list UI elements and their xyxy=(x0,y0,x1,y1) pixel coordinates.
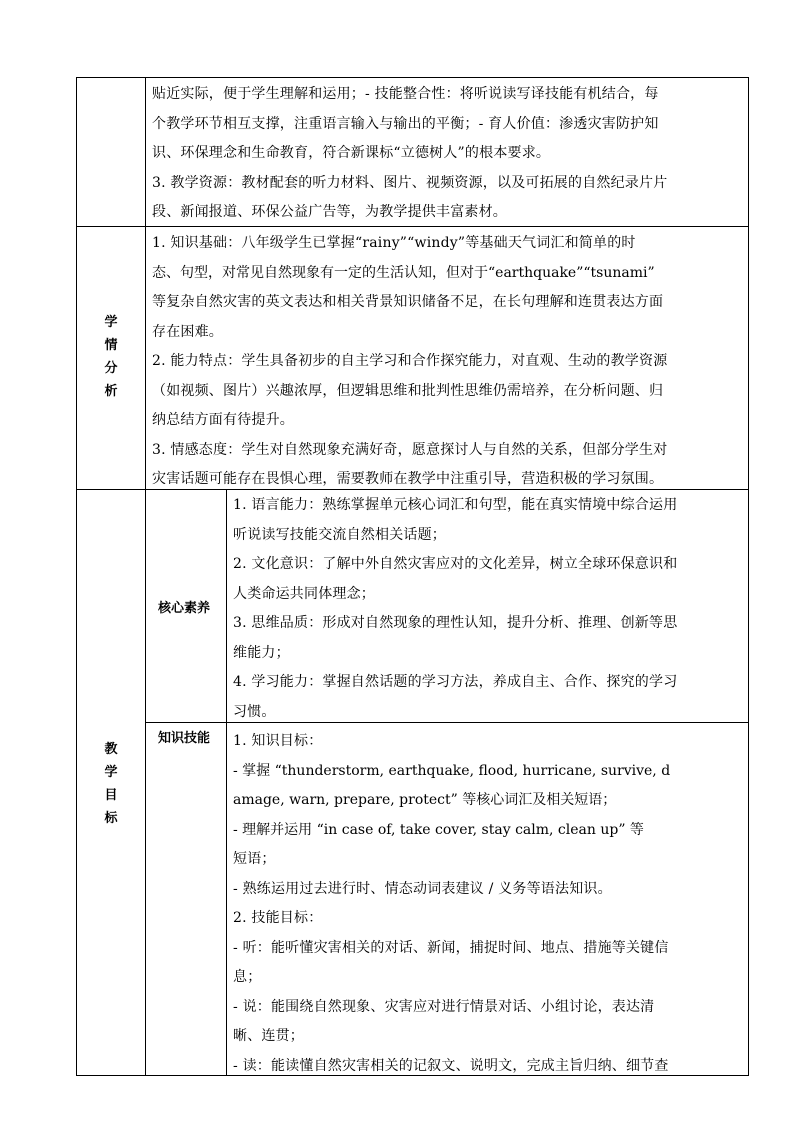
text-line: 存在困难。 xyxy=(152,323,223,340)
text-line: - 说：能围绕自然现象、灾害应对进行情景对话、小组讨论，表达清 xyxy=(233,998,655,1015)
text-line: 贴近实际，便于学生理解和运用；- 技能整合性：将听说读写译技能有机结合，每 xyxy=(152,86,659,102)
text-line: 1. 知识基础：八年级学生已掌握“rainy”“windy”等基础天气词汇和简单的时 xyxy=(152,235,636,251)
table-border-top xyxy=(76,77,749,78)
text-line: 2. 文化意识：了解中外自然灾害应对的文化差异，树立全球环保意识和 xyxy=(233,556,678,572)
label-char: 学 xyxy=(104,315,118,330)
label-char: 学 xyxy=(104,765,118,780)
text-line: 3. 教学资源：教材配套的听力材料、图片、视频资源，以及可拓展的自然纪录片片 xyxy=(152,174,668,191)
core-literacy-content xyxy=(233,491,677,727)
text-line: 段、新闻报道、环保公益广告等，为教学提供丰富素材。 xyxy=(152,204,507,220)
text-line: amage, warn, prepare, protect” 等核心词汇及相关短语； xyxy=(233,792,617,808)
teaching-objectives-label xyxy=(101,738,121,830)
text-line: 3. 情感态度：学生对自然现象充满好奇，愿意探讨人与自然的关系，但部分学生对 xyxy=(152,441,668,458)
text-line: 1. 知识目标： xyxy=(233,733,323,749)
text-line: - 读：能读懂自然灾害相关的记叙文、说明文，完成主旨归纳、细节查 xyxy=(233,1057,669,1074)
text-line: 个教学环节相互支撑，注重语言输入与输出的平衡；- 育人价值：渗透灾害防护知 xyxy=(152,115,659,132)
text-line: 态、句型，对常见自然现象有一定的生活认知，但对于“earthquake”“tsunami” xyxy=(152,264,655,281)
text-line: 息； xyxy=(233,969,262,985)
text-line: 2. 技能目标： xyxy=(233,910,323,926)
text-line: 人类命运共同体理念； xyxy=(233,585,375,602)
text-line: 2. 能力特点：学生具备初步的自主学习和合作探究能力，对直观、生动的教学资源 xyxy=(152,353,668,369)
text-line: 维能力； xyxy=(233,644,290,661)
text-line: 纳总结方面有待提升。 xyxy=(152,412,294,428)
text-line: - 听：能听懂灾害相关的对话、新闻，捕捉时间、地点、措施等关键信 xyxy=(233,939,669,956)
text-line: 听说读写技能交流自然相关话题； xyxy=(233,526,446,543)
text-line: - 熟练运用过去进行时、情态动词表建议 / 义务等语法知识。 xyxy=(233,880,612,897)
text-line: 等复杂自然灾害的英文表达和相关背景知识储备不足，在长句理解和连贯表达方面 xyxy=(152,294,664,310)
text-line: （如视频、图片）兴趣浓厚，但逻辑思维和批判性思维仍需培养，在分析问题、归 xyxy=(152,382,664,399)
text-line: 3. 思维品质：形成对自然现象的理性认知，提升分析、推理、创新等思 xyxy=(233,615,678,631)
student-analysis-content xyxy=(152,229,667,495)
sublabel-column-divider xyxy=(226,489,227,1076)
continued-content-cell xyxy=(152,80,667,228)
text-line: 灾害话题可能存在畏惧心理，需要教师在教学中注重引导，营造积极的学习氛围。 xyxy=(152,471,664,487)
text-line: - 掌握 “thunderstorm, earthquake, flood, hurricane, survive, d xyxy=(233,762,671,779)
text-line: 1. 语言能力：熟练掌握单元核心词汇和句型，能在真实情境中综合运用 xyxy=(233,497,678,513)
label-char: 标 xyxy=(104,811,118,826)
label-char: 析 xyxy=(104,384,118,399)
text-line: 习惯。 xyxy=(233,703,276,720)
text-line: 晰、连贯； xyxy=(233,1028,304,1044)
text-line: - 理解并运用 “in case of, take cover, stay calm, clean up” 等 xyxy=(233,821,644,838)
label-char: 教 xyxy=(104,742,118,757)
student-analysis-label xyxy=(101,311,121,403)
label-char: 情 xyxy=(104,338,118,353)
text-line: 短语； xyxy=(233,851,276,867)
label-char: 分 xyxy=(104,361,118,376)
core-literacy-label: 核心素养 xyxy=(158,601,211,616)
text-line: 识、环保理念和生命教育，符合新课标“立德树人”的根本要求。 xyxy=(152,145,551,161)
text-line: 4. 学习能力：掌握自然话题的学习方法，养成自主、合作、探究的学习 xyxy=(233,674,678,690)
knowledge-skills-label: 知识技能 xyxy=(158,731,211,746)
label-char: 目 xyxy=(104,788,118,803)
knowledge-skills-content xyxy=(233,727,670,1081)
